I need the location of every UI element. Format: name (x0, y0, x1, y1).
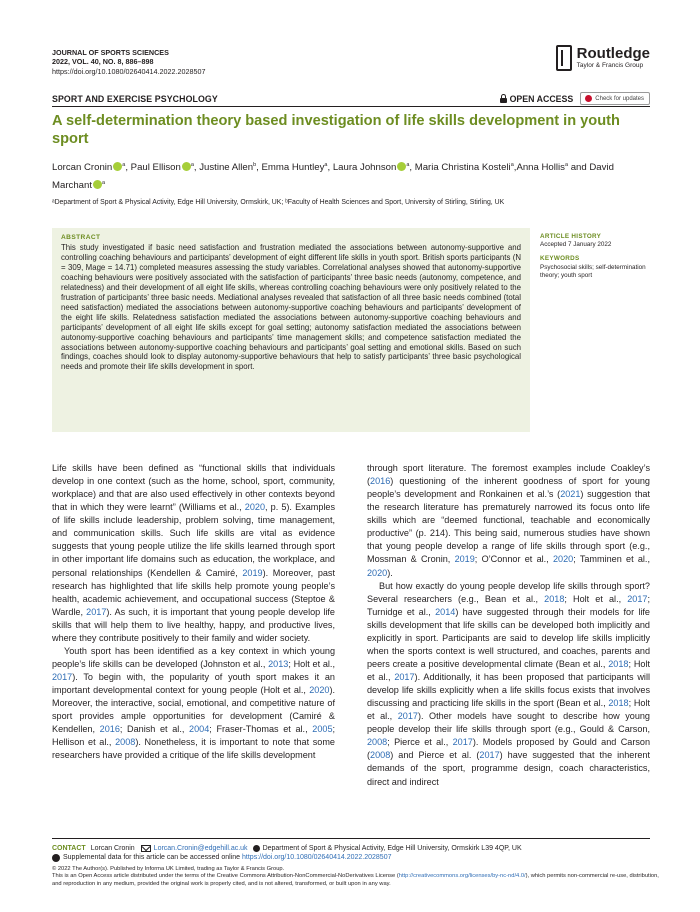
author-affiliation-mark: a (564, 162, 569, 168)
body-paragraph (367, 462, 650, 580)
license-text-part2: ), which permits non-commercial re-use, distribution, and reproduction in any medium, provided the original work is properly cited, and is not altered, transformed, or built upon in any way. (52, 873, 659, 887)
author-name[interactable]: Emma Huntley (261, 162, 325, 174)
journal-info (52, 48, 205, 76)
author-affiliation-mark: a (190, 162, 194, 168)
body-text: ). Nonetheless, it is important to note that some researchers have provided a critique of the life skills development (52, 737, 335, 761)
supplemental-icon (52, 854, 60, 862)
body-text: ; Holt et al., (288, 658, 335, 669)
citation-link[interactable]: 2017 (52, 672, 73, 682)
affiliation-icon (253, 845, 260, 852)
body-text: ). To begin with, the popularity of youth sport makes it an important developmental context for young people (Holt et al., (52, 672, 335, 696)
body-text: ; Holt et al., (367, 698, 650, 722)
abstract-text: This study investigated if basic need satisfaction and frustration mediated the associations between autonomy-supportive and controlling coaching behaviours and participants’ development of eight different life skills in youth sport. British sports participants (N = 309, Mage = 14.71) completed measures assessing the study variables. Correlational analyses showed that autonomy-supportive coaching behaviours were positively associated with the satisfaction of participants’ three basic needs (autonomy, competence, and relatedness) and their development of all eight life skills, whereas controlling coaching behaviours were only positively related to the frustration of participants’ three basic needs. Mediational analyses revealed that satisfaction of all three basic needs combined (total need satisfaction) mediated the associations between autonomy-supportive coaching behaviours and participants’ development of the eight life skills. Relatedness satisfaction mediated the associations between autonomy-supportive coaching behaviours and participants’ development of all eight life skills except for goal setting; autonomy satisfaction mediated the associations between autonomy-supportive coaching behaviours and participants’ time management skills; and competence satisfaction mediated the associations between autonomy-supportive coaching behaviours and participants’ goal setting and emotional skills. Based on such findings, coaches should look to display autonomy-supportive behaviours that help to satisfy participants’ three basic psychological needs and promote their life skills development in sport. (61, 243, 521, 372)
body-text: ) have suggested that the inherent demands of the sport, programme design, coach characteristics, direct and indirect (367, 750, 650, 787)
body-text: ; Danish et al., (119, 724, 190, 735)
abstract-heading: ABSTRACT (61, 234, 101, 241)
author-affiliation-mark: a (122, 162, 126, 168)
body-text: ). (387, 567, 393, 578)
supplemental-line (52, 853, 662, 862)
citation-link[interactable]: 2019 (454, 554, 475, 565)
orcid-icon[interactable] (93, 180, 102, 189)
license-link[interactable]: http://creativecommons.org/licenses/by-nc-nd/4.0/ (398, 873, 526, 880)
body-paragraph (52, 462, 335, 645)
contact-line (52, 844, 662, 853)
citation-link[interactable]: 2020 (367, 567, 388, 578)
citation-link[interactable]: 2004 (189, 724, 210, 735)
citation-link[interactable]: 2008 (367, 737, 388, 748)
body-column-left (52, 462, 335, 762)
copyright-line: © 2022 The Author(s). Published by Informa UK Limited, trading as Taylor & Francis Group. (52, 865, 285, 872)
author-separator: , (256, 162, 262, 174)
journal-volume: 2022, VOL. 40, NO. 8, 886–898 (52, 57, 154, 67)
citation-link[interactable]: 2020 (309, 685, 330, 696)
body-text: ; O’Connor et al., (474, 554, 553, 565)
citation-link[interactable]: 2016 (370, 476, 391, 487)
body-text: ). Models proposed by Gould and Carson ( (367, 737, 651, 761)
author-separator: , (327, 162, 333, 174)
author-affiliation-mark: a (406, 162, 410, 168)
orcid-icon[interactable] (113, 162, 122, 171)
section-divider (52, 106, 650, 107)
body-text: ) and Pierce et al. ( (390, 750, 480, 761)
author-separator: , (513, 162, 517, 174)
author-affiliation-mark: b (253, 162, 257, 168)
contact-name: Lorcan Cronin (90, 845, 135, 852)
citation-link[interactable]: 2017 (452, 737, 473, 748)
affiliations: ᵃDepartment of Sport & Physical Activity, Edge Hill University, Ormskirk, UK; ᵇFaculty of Health Sciences and Sport, University of Stirling, Stirling, UK (52, 199, 505, 206)
orcid-icon[interactable] (182, 162, 191, 171)
orcid-icon[interactable] (397, 162, 406, 171)
author-name[interactable]: Anna Hollis (516, 162, 565, 174)
article-title: A self-determination theory based investigation of life skills development in youth sport (52, 113, 620, 147)
citation-link[interactable]: 2017 (86, 606, 107, 617)
publisher-group: Taylor & Francis Group (576, 62, 644, 69)
section-label: SPORT AND EXERCISE PSYCHOLOGY (52, 93, 218, 104)
author-list (52, 158, 650, 193)
body-paragraph (52, 645, 335, 763)
section-bar (52, 92, 650, 105)
body-text: ). Additionally, it has been proposed that participants will develop life skills explicitly when a life skills focus exists that involves discussing and practicing life skills in the sport (Bean et al., (367, 672, 650, 709)
citation-link[interactable]: 2019 (242, 567, 263, 578)
citation-link[interactable]: 2017 (479, 750, 500, 761)
body-paragraph (367, 580, 650, 789)
author-name[interactable]: Lorcan Cronin (52, 162, 113, 174)
body-text: ; Fraser-Thomas et al., (209, 724, 313, 735)
article-sidebar (540, 228, 650, 280)
body-text: But how exactly do young people develop life skills through sport? Several researchers (e.g., Bean et al., (367, 580, 650, 604)
footer-divider (52, 838, 650, 839)
author-separator: , (409, 162, 415, 174)
body-text: ). Moreover, past research has highlighted that life skills help promote young people’s health, academic achievement, and occupational success (Steptoe & Wardle, (52, 567, 336, 617)
citation-link[interactable]: 2017 (397, 711, 418, 722)
accepted-date: Accepted 7 January 2022 (540, 241, 612, 249)
citation-link[interactable]: 2005 (312, 724, 333, 735)
body-text: ; Turnidge et al., (367, 593, 650, 617)
body-column-right (367, 462, 650, 789)
publisher-name: Routledge (576, 45, 650, 62)
footer (52, 844, 662, 889)
citation-link[interactable]: 2017 (627, 593, 648, 604)
author-affiliation-mark: a (102, 179, 106, 186)
body-text: Youth sport has been identified as a key context in which young people’s life skills can be developed (Johnston et al., (52, 645, 335, 669)
citation-link[interactable]: 2020 (552, 554, 574, 565)
citation-link[interactable]: 2008 (370, 750, 391, 761)
license-text (52, 866, 662, 889)
body-text: Life skills have been defined as “functional skills that individuals develop in one context (such as the home, school, sport, community, workplace) and that are also used effectively in other contexts beyond that in which they were learnt” (Williams et al., (52, 463, 335, 513)
body-text: ; Hellison et al., (52, 724, 336, 748)
citation-link[interactable]: 2018 (544, 593, 565, 604)
license-text-part1: This is an Open Access article distributed under the terms of the Creative Commons Attribution-NonCommercial-NoDerivatives License ( (52, 873, 399, 880)
journal-name: JOURNAL OF SPORTS SCIENCES (52, 48, 169, 57)
citation-link[interactable]: 2018 (608, 698, 629, 709)
contact-label: CONTACT (52, 845, 86, 852)
body-text: ; Holt et al., (367, 658, 650, 682)
crossmark-icon (585, 95, 592, 102)
author-affiliation-mark: a (510, 162, 514, 168)
contact-email-link[interactable]: Lorcan.Cronin@edgehill.ac.uk (153, 845, 248, 852)
body-text: ; Tamminen et al., (573, 554, 650, 565)
body-text: ; Pierce et al., (387, 737, 453, 748)
citation-link[interactable]: 2016 (99, 724, 120, 735)
open-lock-icon (500, 94, 507, 103)
routledge-logo-icon (556, 45, 572, 71)
citation-link[interactable]: 2013 (268, 658, 289, 669)
contact-affiliation: Department of Sport & Physical Activity, Edge Hill University, Ormskirk L39 4QP, UK (262, 845, 522, 852)
supplemental-link[interactable]: https://doi.org/10.1080/02640414.2022.2028507 (242, 854, 392, 862)
author-separator: and (568, 162, 590, 174)
body-text: ) questioning of the inherent goodness of sport for young people’s development and Ronkainen et al.’s ( (367, 476, 650, 500)
body-text: ). Moreover, the interactive, social, emotional, and competitive nature of sport provides ample opportunities for development (Camiré & Kendellen, (52, 685, 335, 735)
body-text: ; Holt et al., (564, 593, 628, 604)
author-name[interactable]: Paul Ellison (130, 162, 181, 174)
author-name[interactable]: David Marchant (52, 162, 614, 191)
citation-link[interactable]: 2018 (608, 658, 629, 669)
body-text: ). As such, it is important that young people develop life skills that will help them to live healthy, happy, and productive lives, where they contribute positively to their family and wider society. (52, 606, 335, 643)
author-name[interactable]: Justine Allen (199, 162, 254, 174)
citation-link[interactable]: 2017 (394, 672, 415, 682)
keywords-text: Psychosocial skills; self-determination theory; youth sport (540, 263, 646, 279)
author-affiliation-mark: a (324, 162, 328, 168)
body-text: through sport literature. The foremost examples include Coakley’s ( (367, 463, 650, 487)
body-text: ). Other models have sought to describe how young people develop their life skills through sport (e.g., Gould & Carson, (367, 711, 650, 735)
keywords-heading: KEYWORDS (540, 255, 580, 263)
journal-doi-link[interactable]: https://doi.org/10.1080/02640414.2022.2028507 (52, 66, 206, 76)
open-access-label: OPEN ACCESS (509, 93, 574, 104)
article-history-heading: ARTICLE HISTORY (540, 233, 602, 240)
body-text: ) suggestion that the research literature has prematurely narrowed its focus onto life skills which are “deemed functional, teachable and economically productive” (p. 214). This being said, numerous studies have shown that young people develop a range of life skills through sport (e.g., Mossman & Cronin, (367, 489, 650, 565)
citation-link[interactable]: 2014 (435, 606, 456, 617)
abstract-box (52, 228, 530, 432)
author-separator: , (125, 162, 131, 174)
citation-link[interactable]: 2008 (115, 737, 136, 748)
supplemental-text: Supplemental data for this article can be accessed online (63, 854, 241, 862)
publisher-logo (556, 45, 650, 71)
author-separator: , (193, 162, 200, 174)
body-text: ) have suggested through their models for life skills development that life skills can be developed both implicitly and explicitly in sport. Participants are said to develop life skills implicitly when the sports context is well structured, and coaches, parents and peers create a positive developmental climate (Bean et al., (367, 606, 650, 669)
citation-link[interactable]: 2021 (560, 489, 581, 500)
check-for-updates-button[interactable] (580, 92, 650, 105)
body-text: , p. 5). Examples of life skills include leadership, problem solving, time management, and communication skills. Such life skills are vital as evidence suggests that young people utilize the life skills learned through sport in other important life domains such as education, the workplace, and personal relationships (Kendellen & Camiré, (52, 502, 336, 578)
email-icon (141, 845, 151, 852)
author-name[interactable]: Maria Christina Kosteli (414, 162, 511, 174)
check-for-updates-label: Check for updates (595, 95, 644, 102)
citation-link[interactable]: 2020 (244, 502, 266, 513)
author-name[interactable]: Laura Johnson (332, 162, 397, 174)
